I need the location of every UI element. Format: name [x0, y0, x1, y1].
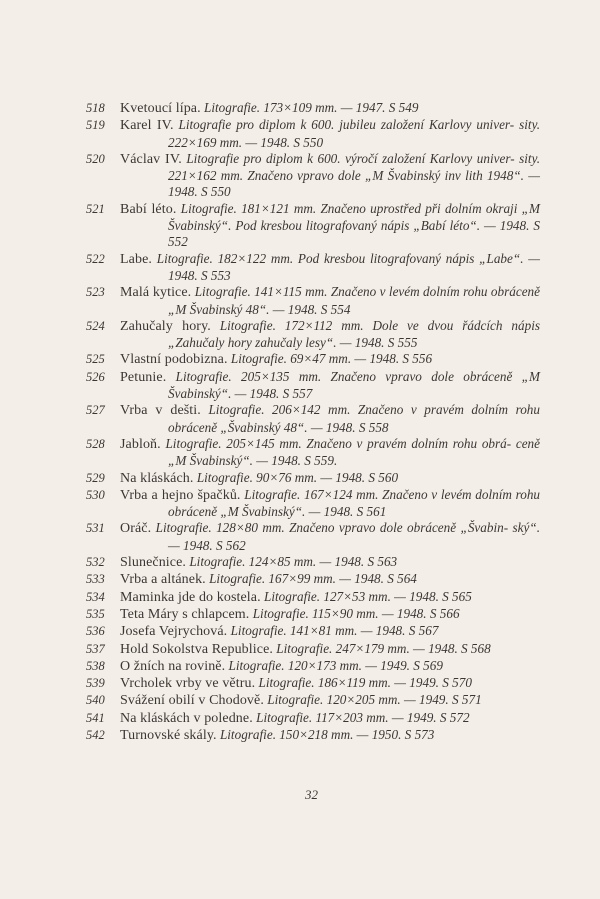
- catalog-entry: [86, 351, 540, 368]
- entry-description: Litografie. 247×179 mm. — 1948. S 568: [276, 640, 491, 656]
- entry-number: 530: [86, 487, 105, 502]
- catalog-entry: [86, 727, 540, 744]
- entry-title: Karel IV.: [120, 118, 174, 134]
- catalog-entry: [86, 675, 540, 692]
- entry-description: Litografie. 127×53 mm. — 1948. S 565: [264, 588, 472, 604]
- catalog-entry: [86, 692, 540, 709]
- entry-title: Zahučaly hory.: [120, 318, 211, 334]
- entry-description: Litografie. 141×81 mm. — 1948. S 567: [230, 623, 439, 639]
- catalog-entry: [86, 641, 540, 658]
- entry-description: Litografie. 120×205 mm. — 1949. S 571: [267, 692, 482, 708]
- entry-title: Turnovské skály.: [120, 727, 217, 743]
- entry-title: Maminka jde do kostela.: [120, 589, 261, 605]
- catalog-entry: [86, 623, 540, 640]
- entry-number: 532: [86, 555, 105, 570]
- entry-number: 534: [86, 589, 105, 604]
- entry-title: Labe.: [120, 251, 152, 267]
- catalog-entry: [86, 520, 540, 554]
- catalog-entry: [86, 151, 540, 201]
- entry-description: Litografie. 117×203 mm. — 1949. S 572: [256, 709, 470, 725]
- entry-title: Teta Máry s chlapcem.: [120, 606, 250, 622]
- entry-title: Malá kytice.: [120, 285, 192, 301]
- entry-description: Litografie. 150×218 mm. — 1950. S 573: [219, 726, 435, 742]
- entry-description: Litografie. 90×76 mm. — 1948. S 560: [196, 469, 399, 485]
- entry-description: Litografie. 173×109 mm. — 1947. S 549: [204, 100, 419, 115]
- entry-description: Litografie. 167×124 mm. Značeno v levém dolním rohu obráceně „M Švabinský“. — 1948. S 561: [168, 486, 541, 520]
- entry-number: 527: [86, 403, 105, 418]
- entry-title: Slunečnice.: [120, 555, 187, 571]
- catalog-entry: [86, 589, 540, 606]
- entry-number: 520: [86, 151, 105, 166]
- entry-description: Litografie. 141×115 mm. Značeno v levém dolním rohu obráceně „M Švabinský 48“. — 1948. S 554: [168, 284, 540, 317]
- entry-title: Petunie.: [120, 369, 167, 385]
- entry-description: Litografie. 167×99 mm. — 1948. S 564: [209, 571, 417, 587]
- catalog-entry: [86, 369, 540, 403]
- catalog-entry: [86, 710, 540, 727]
- entry-number: 524: [86, 318, 105, 333]
- entry-description: Litografie. 120×173 mm. — 1949. S 569: [228, 657, 443, 673]
- catalog-entry: [86, 284, 540, 318]
- catalog-entry: [86, 487, 540, 521]
- entry-number: 540: [86, 693, 105, 708]
- catalog-entry: [86, 606, 540, 623]
- entry-title: Vrba v dešti.: [120, 403, 201, 419]
- entry-title: Václav IV.: [120, 151, 182, 167]
- entry-title: Vrcholek vrby ve větru.: [120, 676, 256, 692]
- entry-number: 525: [86, 352, 105, 367]
- entry-description: Litografie. 186×119 mm. — 1949. S 570: [258, 675, 472, 691]
- entry-number: 521: [86, 201, 105, 216]
- entry-number: 536: [86, 624, 105, 639]
- entry-description: Litografie. 128×80 mm. Značeno vpravo dole obráceně „Švabin- ský“. — 1948. S 562: [155, 520, 540, 553]
- entry-description: Litografie pro diplom k 600. jubileu založení Karlovy univer- sity. 222×169 mm. — 1948. S 550: [168, 117, 540, 150]
- catalog-entry: [86, 436, 540, 470]
- entry-title: O žních na rovině.: [120, 658, 226, 674]
- entry-number: 531: [86, 521, 105, 536]
- entry-title: Svážení obilí v Chodově.: [120, 693, 264, 709]
- entry-description: Litografie. 172×112 mm. Dole ve dvou řádcích nápis „Zahučaly hory zahučaly lesy“. — 1948. S 555: [168, 317, 541, 351]
- entry-title: Na kláskách v poledne.: [120, 710, 253, 726]
- entry-description: Litografie. 205×145 mm. Značeno v pravém dolním rohu obrá- ceně „M Švabinský“. — 1948. S 559.: [165, 435, 540, 469]
- entry-number: 519: [86, 118, 105, 133]
- entry-number: 537: [86, 641, 105, 656]
- page-number: 32: [305, 787, 318, 802]
- entry-title: Vrba a hejno špačků.: [120, 487, 241, 503]
- catalog-entry: [86, 571, 540, 588]
- entry-number: 535: [86, 606, 105, 621]
- entry-number: 542: [86, 727, 105, 742]
- entry-title: Josefa Vejrychová.: [120, 624, 228, 640]
- entry-description: Litografie. 182×122 mm. Pod kresbou litografovaný nápis „Labe“. — 1948. S 553: [156, 250, 540, 283]
- entry-description: Litografie. 206×142 mm. Značeno v pravém dolním rohu obráceně „Švabinský 48“. — 1948. S 558: [168, 402, 540, 435]
- entry-title: Babí léto.: [120, 201, 177, 217]
- entry-title: Kvetoucí lípa.: [120, 101, 201, 116]
- entry-title: Hold Sokolstva Republice.: [120, 641, 273, 657]
- catalog-list: [86, 100, 540, 744]
- entry-number: 526: [86, 369, 105, 384]
- entry-number: 529: [86, 470, 105, 485]
- entry-description: Litografie pro diplom k 600. výročí založení Karlovy univer- sity. 221×162 mm. Značeno vpravo dole „M Švabinský inv lith 1948“. — 1948. S 550: [168, 150, 540, 200]
- catalog-entry: [86, 251, 540, 285]
- entry-number: 541: [86, 710, 105, 725]
- entry-description: Litografie. 205×135 mm. Značeno vpravo dole obráceně „M Švabinský“. — 1948. S 557: [168, 368, 540, 402]
- entry-description: Litografie. 115×90 mm. — 1948. S 566: [252, 605, 460, 621]
- entry-title: Vlastní podobizna.: [120, 352, 228, 368]
- entry-number: 528: [86, 436, 105, 451]
- catalog-entry: [86, 100, 540, 117]
- entry-title: Na kláskách.: [120, 470, 194, 486]
- entry-description: Litografie. 181×121 mm. Značeno uprostřed při dolním okraji „M Švabinský“. Pod kresbou litografovaný nápis „Babí léto“. — 1948. S 552: [168, 200, 540, 250]
- entry-number: 538: [86, 658, 105, 673]
- entry-title: Oráč.: [120, 521, 152, 537]
- entry-number: 523: [86, 285, 105, 300]
- entry-number: 533: [86, 572, 105, 587]
- entry-number: 539: [86, 676, 105, 691]
- catalog-entry: [86, 554, 540, 571]
- catalog-entry: [86, 470, 540, 487]
- entry-title: Jabloň.: [120, 436, 161, 452]
- catalog-entry: [86, 658, 540, 675]
- catalog-entry: [86, 201, 540, 251]
- entry-description: Litografie. 69×47 mm. — 1948. S 556: [230, 351, 433, 367]
- entry-title: Vrba a altánek.: [120, 572, 206, 588]
- entry-number: 518: [86, 101, 105, 115]
- catalog-entry: [86, 402, 540, 436]
- entry-description: Litografie. 124×85 mm. — 1948. S 563: [189, 554, 398, 570]
- catalog-entry: [86, 117, 540, 151]
- entry-number: 522: [86, 251, 105, 266]
- catalog-entry: [86, 318, 540, 352]
